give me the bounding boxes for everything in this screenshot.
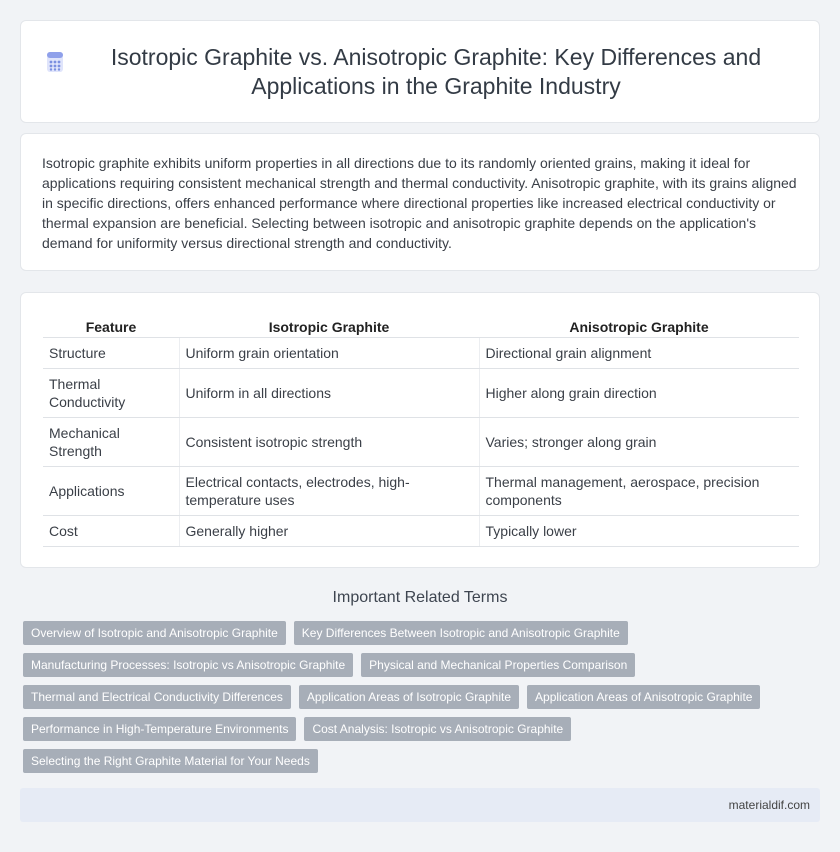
row-anisotropic: Thermal management, aerospace, precision components — [479, 466, 799, 515]
row-isotropic: Uniform grain orientation — [179, 337, 479, 368]
header-isotropic: Isotropic Graphite — [179, 313, 479, 337]
related-tag[interactable]: Selecting the Right Graphite Material for Your Needs — [23, 749, 318, 773]
row-feature: Cost — [43, 515, 179, 546]
row-isotropic: Electrical contacts, electrodes, high-temperature uses — [179, 466, 479, 515]
related-tag[interactable]: Performance in High-Temperature Environments — [23, 717, 296, 741]
table-row — [43, 466, 799, 515]
header-feature: Feature — [43, 313, 179, 337]
related-tag[interactable]: Cost Analysis: Isotropic vs Anisotropic Graphite — [304, 717, 571, 741]
related-tag[interactable]: Application Areas of Anisotropic Graphite — [527, 685, 760, 709]
row-isotropic: Generally higher — [179, 515, 479, 546]
related-tag[interactable]: Application Areas of Isotropic Graphite — [299, 685, 519, 709]
related-terms-tags — [23, 621, 823, 781]
row-isotropic: Consistent isotropic strength — [179, 417, 479, 466]
comparison-table — [43, 313, 799, 547]
row-anisotropic: Higher along grain direction — [479, 368, 799, 417]
table-row — [43, 417, 799, 466]
table-row — [43, 337, 799, 368]
title-card — [20, 20, 820, 123]
row-feature: Applications — [43, 466, 179, 515]
related-tag[interactable]: Thermal and Electrical Conductivity Differences — [23, 685, 291, 709]
intro-paragraph: Isotropic graphite exhibits uniform properties in all directions due to its randomly oriented grains, making it ideal for applications requiring consistent mechanical strength and thermal conductivity. Anisotropic graphite, with its grains aligned in specific directions, offers enhanced performance where directional properties like increased electrical conductivity or thermal expansion are beneficial. Selecting between isotropic and anisotropic graphite depends on the application's demand for uniformity versus directional strength and conductivity. — [42, 155, 797, 251]
footer-site[interactable]: materialdif.com — [728, 798, 810, 812]
comparison-card — [20, 292, 820, 568]
related-tag[interactable]: Manufacturing Processes: Isotropic vs Anisotropic Graphite — [23, 653, 353, 677]
row-anisotropic: Directional grain alignment — [479, 337, 799, 368]
row-feature: Mechanical Strength — [43, 417, 179, 466]
footer — [20, 788, 820, 822]
intro-card — [20, 133, 820, 271]
table-row — [43, 515, 799, 546]
related-tag[interactable]: Overview of Isotropic and Anisotropic Graphite — [23, 621, 286, 645]
row-anisotropic: Typically lower — [479, 515, 799, 546]
row-feature: Structure — [43, 337, 179, 368]
header-anisotropic: Anisotropic Graphite — [479, 313, 799, 337]
related-tag[interactable]: Key Differences Between Isotropic and Anisotropic Graphite — [294, 621, 628, 645]
table-row — [43, 368, 799, 417]
row-feature: Thermal Conductivity — [43, 368, 179, 417]
row-anisotropic: Varies; stronger along grain — [479, 417, 799, 466]
page-title: Isotropic Graphite vs. Anisotropic Graphite: Key Differences and Applications in the Graphite Industry — [110, 43, 762, 99]
table-header-row — [43, 313, 799, 337]
related-tag[interactable]: Physical and Mechanical Properties Comparison — [361, 653, 635, 677]
row-isotropic: Uniform in all directions — [179, 368, 479, 417]
related-terms-heading: Important Related Terms — [332, 589, 508, 606]
calculator-icon — [44, 51, 66, 73]
